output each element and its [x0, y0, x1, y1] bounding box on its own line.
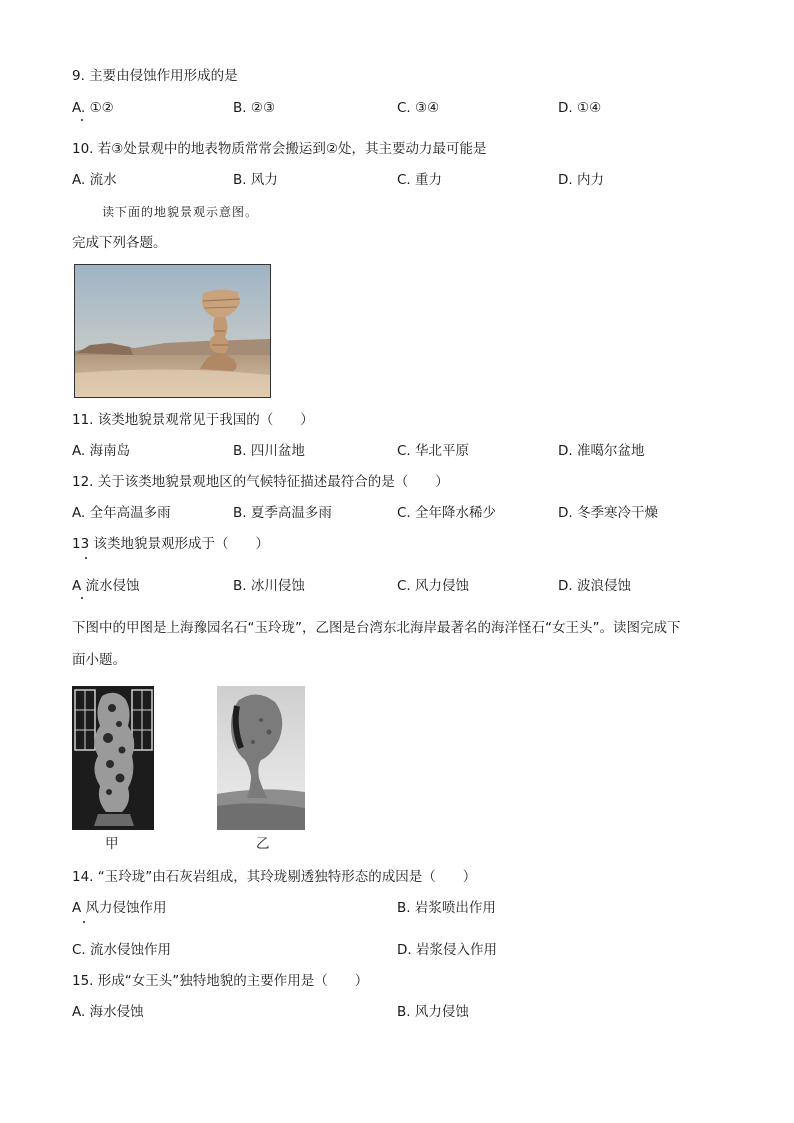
question-10-option-a: A. 流水: [72, 172, 117, 188]
question-13-option-a: A 流水侵蚀: [72, 578, 140, 594]
question-10-option-d: D. 内力: [558, 172, 604, 188]
caption-jia: 甲: [105, 836, 119, 852]
question-9-option-d: D. ①④: [558, 100, 602, 116]
question-15-option-b: B. 风力侵蚀: [397, 1004, 469, 1020]
scan-mark: [81, 597, 83, 599]
question-12-option-c: C. 全年降水稀少: [397, 505, 497, 521]
question-9-option-a: A. ①②: [72, 100, 114, 116]
mushroom-rock-photo: [74, 264, 271, 398]
question-13-option-b: B. 冰川侵蚀: [233, 578, 305, 594]
question-9-option-c: C. ③④: [397, 100, 440, 116]
question-14-option-c: C. 流水侵蚀作用: [72, 942, 172, 958]
question-13-stem: 13 该类地貌景观形成于（ ）: [72, 536, 269, 552]
question-10-stem: 10. 若③处景观中的地表物质常常会搬运到②处，其主要动力最可能是: [72, 141, 487, 157]
question-12-option-d: D. 冬季寒冷干燥: [558, 505, 658, 521]
question-9-option-b: B. ②③: [233, 100, 276, 116]
question-11-option-c: C. 华北平原: [397, 443, 470, 459]
question-12-stem: 12. 关于该类地貌景观地区的气候特征描述最符合的是（ ）: [72, 474, 449, 490]
question-9-stem: 9. 主要由侵蚀作用形成的是: [72, 68, 238, 84]
question-14-option-b: B. 岩浆喷出作用: [397, 900, 496, 916]
question-10-option-b: B. 风力: [233, 172, 278, 188]
caption-yi: 乙: [256, 836, 270, 852]
question-12-option-a: A. 全年高温多雨: [72, 505, 171, 521]
handwritten-instruction: 读下面的地貌景观示意图。: [102, 205, 259, 219]
question-15-stem: 15. 形成“女王头”独特地貌的主要作用是（ ）: [72, 973, 369, 989]
passage-line-2: 面小题。: [72, 652, 126, 668]
question-13-option-c: C. 风力侵蚀: [397, 578, 470, 594]
question-11-option-a: A. 海南岛: [72, 443, 131, 459]
scan-mark: [85, 557, 87, 559]
passage-line-1: 下图中的甲图是上海豫园名石“玉玲珑”，乙图是台湾东北海岸最著名的海洋怪石“女王头”。读图完成下: [72, 620, 681, 636]
scan-mark: [83, 921, 85, 923]
question-14-stem: 14. “玉玲珑”由石灰岩组成，其玲珑剔透独特形态的成因是（ ）: [72, 869, 477, 885]
question-11-stem: 11. 该类地貌景观常见于我国的（ ）: [72, 412, 314, 428]
question-14-option-a: A 风力侵蚀作用: [72, 900, 167, 916]
question-11-option-b: B. 四川盆地: [233, 443, 305, 459]
question-13-option-d: D. 波浪侵蚀: [558, 578, 631, 594]
question-15-option-a: A. 海水侵蚀: [72, 1004, 144, 1020]
question-10-option-c: C. 重力: [397, 172, 443, 188]
jia-yulinglong-photo: [72, 686, 154, 830]
yi-queens-head-photo: [217, 686, 305, 830]
question-12-option-b: B. 夏季高温多雨: [233, 505, 332, 521]
question-14-option-d: D. 岩浆侵入作用: [397, 942, 497, 958]
section-instruction: 完成下列各题。: [72, 235, 167, 251]
scan-mark: [81, 119, 83, 121]
question-11-option-d: D. 准噶尔盆地: [558, 443, 645, 459]
